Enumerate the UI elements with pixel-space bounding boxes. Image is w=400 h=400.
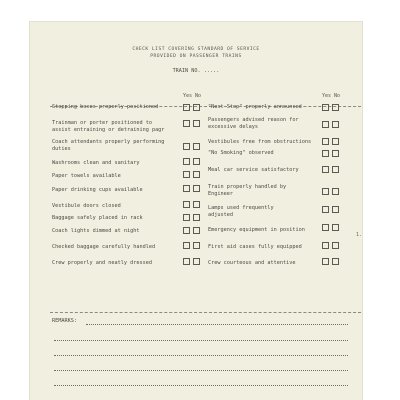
- remarks-line[interactable]: [54, 355, 348, 356]
- yes-checkbox[interactable]: [322, 188, 329, 195]
- yes-checkbox[interactable]: [322, 224, 329, 231]
- checklist-item-label: Baggage safely placed in rack: [52, 215, 143, 221]
- checklist-item-label: "No Smoking" observed: [208, 150, 274, 156]
- no-checkbox[interactable]: [332, 138, 339, 145]
- yes-checkbox[interactable]: [322, 138, 329, 145]
- yes-checkbox[interactable]: [183, 258, 190, 265]
- yes-checkbox[interactable]: [183, 143, 190, 150]
- no-checkbox[interactable]: [193, 227, 200, 234]
- checklist-item-label: Coach lights dimmed at night: [52, 228, 140, 234]
- checklist-item-label: Vestibule doors closed: [52, 203, 121, 209]
- yes-checkbox[interactable]: [183, 104, 190, 111]
- yes-checkbox[interactable]: [322, 166, 329, 173]
- checklist-item-label: Lamps used frequently adjusted: [208, 205, 274, 218]
- yes-column-label: Yes: [322, 93, 332, 99]
- no-checkbox[interactable]: [332, 188, 339, 195]
- remarks-line[interactable]: [54, 370, 348, 371]
- checklist-item-label: Washrooms clean and sanitary: [52, 160, 140, 166]
- checklist-item-label: Crew properly and neatly dressed: [52, 260, 152, 266]
- remarks-line[interactable]: [86, 324, 348, 325]
- no-checkbox[interactable]: [193, 158, 200, 165]
- checklist-item-label: Stepping boxes properly positioned: [52, 104, 159, 110]
- form-title-line2: PROVIDED ON PASSENGER TRAINS: [150, 54, 242, 59]
- yes-checkbox[interactable]: [183, 214, 190, 221]
- yes-checkbox[interactable]: [183, 171, 190, 178]
- yes-column-label: Yes: [183, 93, 193, 99]
- form-title-line1: CHECK LIST COVERING STANDARD OF SERVICE: [132, 47, 260, 52]
- no-checkbox[interactable]: [193, 258, 200, 265]
- checklist-item-label: Coach attendants properly performing duties: [52, 139, 165, 152]
- checklist-form: [30, 22, 362, 400]
- no-checkbox[interactable]: [193, 242, 200, 249]
- no-checkbox[interactable]: [193, 120, 200, 127]
- yes-checkbox[interactable]: [322, 150, 329, 157]
- yes-no-header-right: [322, 93, 340, 99]
- no-checkbox[interactable]: [332, 121, 339, 128]
- yes-checkbox[interactable]: [183, 201, 190, 208]
- no-checkbox[interactable]: [332, 150, 339, 157]
- remarks-line[interactable]: [54, 385, 348, 386]
- checklist-item-label: Emergency equipment in position: [208, 227, 305, 233]
- remarks-line[interactable]: [54, 340, 348, 341]
- yes-checkbox[interactable]: [183, 185, 190, 192]
- margin-mark: 1.: [356, 232, 362, 238]
- yes-checkbox[interactable]: [322, 242, 329, 249]
- checklist-item-label: First aid cases fully equipped: [208, 244, 302, 250]
- yes-checkbox[interactable]: [322, 121, 329, 128]
- yes-checkbox[interactable]: [183, 120, 190, 127]
- no-checkbox[interactable]: [193, 201, 200, 208]
- checklist-item-label: Paper drinking cups available: [52, 187, 143, 193]
- no-checkbox[interactable]: [193, 185, 200, 192]
- no-checkbox[interactable]: [193, 171, 200, 178]
- no-column-label: No: [334, 93, 341, 99]
- yes-no-header-left: [183, 93, 201, 99]
- yes-checkbox[interactable]: [183, 158, 190, 165]
- no-checkbox[interactable]: [332, 166, 339, 173]
- no-checkbox[interactable]: [332, 224, 339, 231]
- yes-checkbox[interactable]: [322, 104, 329, 111]
- no-checkbox[interactable]: [332, 206, 339, 213]
- yes-checkbox[interactable]: [322, 258, 329, 265]
- checklist-item-label: Meal car service satisfactory: [208, 167, 299, 173]
- no-checkbox[interactable]: [193, 214, 200, 221]
- no-checkbox[interactable]: [193, 143, 200, 150]
- divider-bottom: [50, 312, 362, 313]
- checklist-item-label: Paper towels available: [52, 173, 121, 179]
- yes-checkbox[interactable]: [183, 242, 190, 249]
- yes-checkbox[interactable]: [322, 206, 329, 213]
- remarks-label: REMARKS:: [52, 318, 77, 324]
- yes-checkbox[interactable]: [183, 227, 190, 234]
- checklist-item-label: "Next Stop" properly announced: [208, 104, 302, 110]
- no-checkbox[interactable]: [332, 242, 339, 249]
- checklist-item-label: Train properly handled by Engineer: [208, 184, 287, 197]
- checklist-item-label: Passengers advised reason for excessive delays: [208, 117, 299, 130]
- checklist-item-label: Trainman or porter positioned to assist entraining or detraining pagr: [52, 120, 165, 133]
- checklist-item-label: Checked baggage carefully handled: [52, 244, 156, 250]
- checklist-item-label: Crew courteous and attentive: [208, 260, 296, 266]
- no-checkbox[interactable]: [332, 258, 339, 265]
- no-checkbox[interactable]: [193, 104, 200, 111]
- train-number-field[interactable]: TRAIN NO. .....: [172, 68, 220, 74]
- checklist-item-label: Vestibules free from obstructions: [208, 139, 312, 145]
- no-column-label: No: [195, 93, 202, 99]
- no-checkbox[interactable]: [332, 104, 339, 111]
